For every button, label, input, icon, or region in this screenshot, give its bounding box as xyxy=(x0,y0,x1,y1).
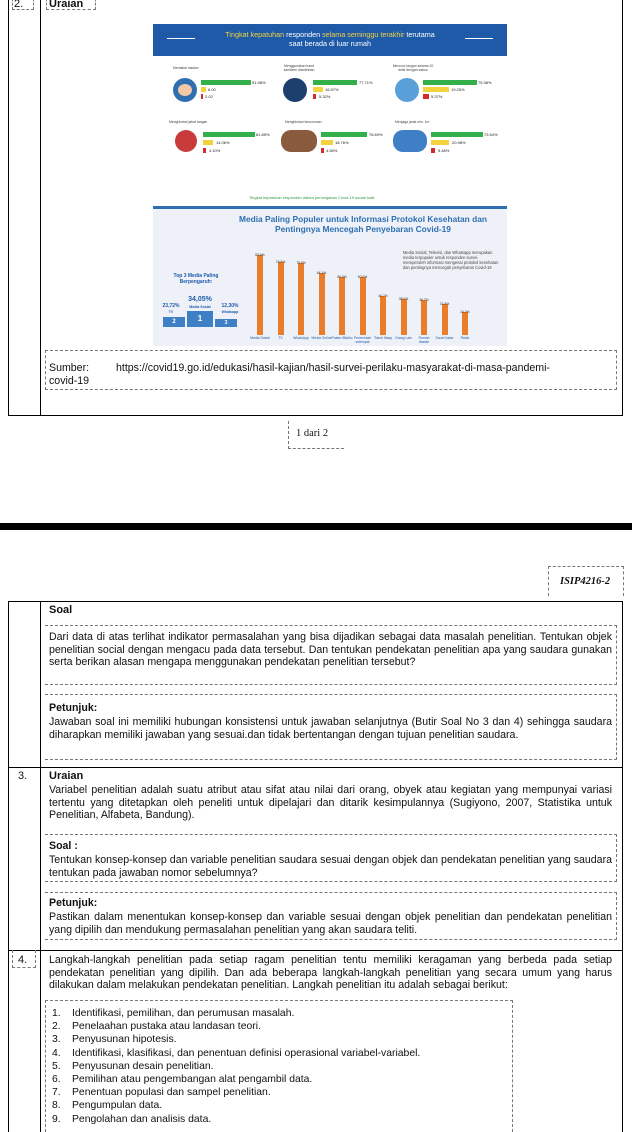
source-label: Sumber: xyxy=(49,362,90,374)
chart-category-label: Rumah Ibadah xyxy=(418,336,430,344)
chart-category-label: WhatsApp xyxy=(293,336,309,340)
list-item-text: Identifikasi, pemilihan, dan perumusan masalah. xyxy=(72,1008,295,1019)
list-item-text: Pengumpulan data. xyxy=(72,1100,163,1112)
row-number-3: 3. xyxy=(18,770,28,782)
list-item-text: Penentuan populasi dan sampel penelitian. xyxy=(72,1087,271,1099)
podium-2: 2 xyxy=(163,317,185,327)
doc-code: ISIP4216-2 xyxy=(560,576,611,587)
list-item-text: Penyusunan desain penelitian. xyxy=(72,1060,214,1072)
chart-category-label: Media Sosial xyxy=(250,336,270,340)
chart-category-label: Orang Lain xyxy=(395,336,412,340)
compliance-panel: Memakai masker 91.98% 6.00 2.02 Menggunakan hand sanitizer/ disinfektan 77.71% 16.97% 5.32% Mencuci tangan selama 20 detik dengan sabun 75.38% 19.25% 5.37% Menghindari jabat tangan 81.85% 14.06% 4.10% Menghindari kerumunan 76.69% 18.76% 4.56% Menjaga jarak min. 1m 73.54% 20.98% 5.48% Tingkat kepatuhan responden dalam pencegahan Covid-19 sudah baik xyxy=(153,56,507,206)
soal-heading: Soal xyxy=(49,604,73,616)
section4-text: Langkah-langkah penelitian pada setiap ragam penelitian tentu memiliki keragaman yang berbeda pada setiap pendekatan penelitian yang dipilih. Dan ada beberapa langkah-langkah penelitian yang secara umum yang harus dilakukan dalam melakukan pendekatan penelitian. Langkah penelitian itu adalah sebagai berikut: xyxy=(49,954,612,992)
chart-category-label: Pemerintah setempat xyxy=(353,336,372,344)
podium-1: 1 xyxy=(187,311,213,327)
handshake-icon xyxy=(175,130,197,152)
list-item xyxy=(52,1100,162,1113)
chart-value-label: 24.0% xyxy=(460,309,470,314)
chart-bar xyxy=(319,273,325,335)
list-item xyxy=(52,1048,420,1061)
list-item xyxy=(52,1074,312,1087)
list-item-number: 7. xyxy=(52,1087,61,1099)
list-item-number: 9. xyxy=(52,1113,61,1125)
survey-infographic xyxy=(153,24,507,346)
table-border-bottom xyxy=(8,415,623,416)
list-item-number: 2. xyxy=(52,1021,61,1033)
list-item xyxy=(52,1021,261,1034)
uraian-text-3: Variabel penelitian adalah suatu atribut atau sifat atau nilai dari orang, obyek atau kegiatan yang mempunyai variasi tertentu yang ditetapkan oleh peneliti untuk dipelajari dan ditarik kesimpulannya (Sugiyono, 2007, Statistika untuk Penelitian, Alfabeta, Bandung). xyxy=(49,784,612,822)
list-item-text: Pemilihan atau pengembangan alat pengambil data. xyxy=(72,1074,313,1085)
soal-text: Dari data di atas terlihat indikator permasalahan yang bisa dijadikan sebagai data masalah penelitian. Tentukan objek penelitian social dengan mengacu pada data tersebut. Dan tentukan pendekatan penelitian apa yang saudara gunakan serta berikan alasan mengapa menggunakan pendekatan penelitian tersebut? xyxy=(49,631,612,669)
page-separator xyxy=(0,523,632,530)
crowd-icon xyxy=(281,130,317,152)
chart-category-label: Surat Kabar xyxy=(435,336,454,340)
chart-value-label: 76.5% xyxy=(275,259,286,264)
petunjuk-heading: Petunjuk: xyxy=(49,702,98,714)
list-item-number: 8. xyxy=(52,1100,61,1112)
chart-bar xyxy=(278,262,284,335)
media-note: Media Sosial, Televisi, dan Whatsapp merupakan media terpopuler untuk responden survei memperoleh informasi mengenai protokol kesehatan dan pentingnya mencegah penyebaran Covid-19 xyxy=(403,250,499,270)
uraian-heading: Uraian xyxy=(49,0,84,10)
source-url-rest[interactable]: covid-19 xyxy=(49,375,90,387)
list-item-text: Penyusunan hipotesis. xyxy=(72,1034,177,1046)
item-caption: Memakai masker xyxy=(173,66,199,70)
list-item xyxy=(52,1114,211,1127)
chart-category-label: Media Online xyxy=(311,336,332,340)
petunjuk-heading-3: Petunjuk: xyxy=(49,897,98,909)
chart-value-label: 75.0% xyxy=(296,261,306,265)
row-number-4: 4. xyxy=(18,954,28,966)
chart-value-label: 60.0% xyxy=(337,275,347,280)
podium-3: 3 xyxy=(215,319,237,327)
chart-value-label: 36.7% xyxy=(419,297,429,302)
media-panel: Media Paling Populer untuk Informasi Protokol Kesehatan dan Pentingnya Mencegah Penyebaran Covid-19 Top 3 Media Paling Berpengaruh: 34,05% Media Sosial 23,72% TV 12,30% Whatsapp 2 1 3 Media Sosial, Televisi, dan Whatsapp merupakan media terpopuler untuk responden survei memperoleh informasi mengenai protokol kesehatan dan pentingnya mencegah penyebaran Covid-19 83.6% Media Sosial 76.5% TV 75.0% WhatsApp 64.1% Media Online 60.0% Poster /Baliho 60.0% Pemerintah setempat 40.7% Tokoh Masy 38.0% Orang Lain 36.7% Rumah Ibadah 31.8% Surat Kabar 24.0% Radio xyxy=(153,209,507,346)
handwash-icon xyxy=(395,78,419,102)
table-column-divider xyxy=(40,0,41,416)
infographic-header: Tingkat kepatuhan responden selama seminggu terakhir terutama saat berada di luar rumah xyxy=(153,24,507,56)
chart-bar xyxy=(339,277,345,335)
chart-value-label: 64.1% xyxy=(316,271,327,276)
infographic-footnote: Tingkat kepatuhan responden dalam pencegahan Covid-19 sudah baik xyxy=(249,195,375,200)
list-item-text: Penelaahan pustaka atau landasan teori. xyxy=(72,1021,261,1033)
chart-value-label: 40.7% xyxy=(378,293,388,298)
list-item-number: 4. xyxy=(52,1047,61,1059)
list-item-number: 5. xyxy=(52,1060,61,1072)
table-border-right xyxy=(622,0,623,416)
chart-category-label: Poster /Baliho xyxy=(331,336,353,340)
chart-value-label: 60.0% xyxy=(357,275,368,280)
soal-text-3: Tentukan konsep-konsep dan variable penelitian saudara sesuai dengan objek dan pendekatan penelitian yang saudara tentukan pada jawaban nomor sebelumnya? xyxy=(49,854,612,879)
chart-bar xyxy=(360,277,366,335)
list-item-text: Pengolahan dan analisis data. xyxy=(72,1113,212,1125)
list-item-text: Identifikasi, klasifikasi, dan penentuan definisi operasional variabel-variabel. xyxy=(72,1047,421,1059)
list-item-number: 1. xyxy=(52,1008,61,1019)
chart-value-label: 83.6% xyxy=(255,252,265,257)
chart-bar xyxy=(257,255,263,335)
media-title: Media Paling Populer untuk Informasi Protokol Kesehatan dan Pentingnya Mencegah Penyebaran Covid-19 xyxy=(238,214,488,234)
chart-category-label: Radio xyxy=(460,336,470,340)
uraian-heading-box xyxy=(46,0,96,10)
row-number: 2. xyxy=(14,0,24,10)
list-item xyxy=(52,1008,294,1021)
row-number-box xyxy=(12,0,34,10)
distance-icon xyxy=(393,130,427,152)
chart-category-label: Tokoh Masy xyxy=(373,336,393,340)
petunjuk-text-3: Pastikan dalam menentukan konsep-konsep dan variable sesuai dengan objek penelitian dan pendekatan penelitian yang dipilih dan mendukung permasalahan penelitian yang akan saudara teliti. xyxy=(49,911,612,936)
list-item xyxy=(52,1061,214,1074)
list-item xyxy=(52,1034,177,1047)
list-item-number: 6. xyxy=(52,1074,61,1085)
chart-bar xyxy=(298,263,304,335)
list-item-number: 3. xyxy=(52,1034,61,1046)
list-item xyxy=(52,1087,271,1100)
top3-title: Top 3 Media Paling Berpengaruh: xyxy=(173,273,219,285)
chart-category-label: TV xyxy=(278,336,283,340)
soal-heading-3: Soal : xyxy=(49,840,78,852)
sanitizer-icon xyxy=(283,78,307,102)
table-border-left xyxy=(8,0,9,416)
page-number: 1 dari 2 xyxy=(296,428,329,439)
chart-value-label: 38.0% xyxy=(398,296,409,301)
source-url-first[interactable]: https://covid19.go.id/edukasi/hasil-kajian/hasil-survei-perilaku-masyarakat-di-masa-pandemi- xyxy=(116,362,550,374)
chart-value-label: 31.8% xyxy=(439,302,450,307)
petunjuk-text: Jawaban soal ini memiliki hubungan konsistensi untuk jawaban selanjutnya (Butir Soal No 3 dan 4) sehingga saudara diharapkan memiliki jawaban yang sesuai.dan tidak bertentangan dengan tujuan penelitian saudara. xyxy=(49,716,612,741)
uraian-heading-3: Uraian xyxy=(49,770,84,782)
